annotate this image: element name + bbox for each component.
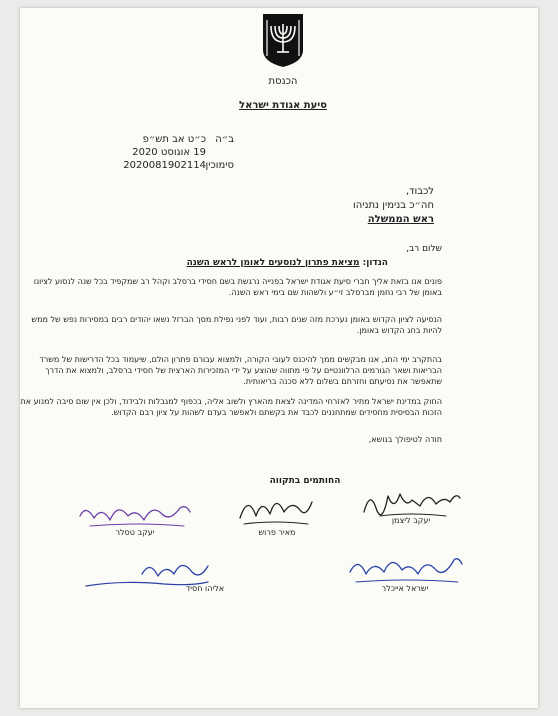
- reference-number: 2020081902114: [123, 160, 206, 171]
- recipient-title: ראש הממשלה: [367, 214, 434, 225]
- signature-name-tesler: יעקב טסלר: [115, 528, 155, 537]
- bh-mark: ב״ה: [215, 134, 234, 145]
- signature-name-eichler: ישראל אייכלר: [381, 584, 429, 593]
- letterhead-faction: סיעת אגודת ישראל: [239, 100, 327, 111]
- subject-line: [28, 258, 388, 269]
- paragraph-1: פונים אנו בזאת אליך חברי סיעת אגודת ישראל בפנייה נרגשת בשם חסידי ברסלב וקהל רב שמקפיד בכל שנה לנסוע לציונו באומן של רבי נחמן מברסלב זי״ע ולשהות שם בימי ראש השנה.: [33, 277, 442, 297]
- letter-page: [20, 8, 538, 708]
- paragraph-3: בהתקרב ימי החג, אנו מבקשים ממך להיכנס לעובי הקורה, ולמצוא עבורם פתרון הולם, שיעמוד בכל הדרישות של משרד הבריאות ושאר הגורמים הרלוונטיים על פי מתווה שהוצע על ידי המזכירות הארצית של חסידי ברסלב, ולמצוא את הדרך שתאפשר את נסיעתם וחזרתם בשלום ללא סכנה בריאותית.: [39, 355, 442, 386]
- signature-name-porush: מאיר פרוש: [258, 528, 296, 537]
- signature-name-hasid: אליהו חסיד: [185, 584, 225, 593]
- closing-line: תודה לטיפולך בנושא,: [368, 435, 442, 444]
- paragraph-4: החוק במדינת ישראל מתיר לאזרחי המדינה לצאת מהארץ ולשוב אליה, בכפוף למגבלות ולבידוד, ולכן אין שום סיבה למנוע את הזכות הבסיסית מחסידים שמתחננים לכבד את בקשתם ולאפשר בעדם לשהות על ציון רבם הקדוש.: [20, 397, 442, 417]
- hebrew-date: כ״ט אב תש״פ: [142, 134, 206, 145]
- signature-eichler: [346, 548, 466, 588]
- subject-label: הנדון:: [362, 258, 388, 268]
- greeting: שלום רב,: [406, 244, 442, 254]
- subject-text: מציאת פתרון לנוסעים לאומן לראש השנה: [186, 258, 360, 268]
- signature-porush: [234, 488, 318, 528]
- signatures-title: החותמים בתקווה: [269, 476, 341, 486]
- reference-label: סימוכין: [205, 160, 234, 171]
- recipient-name: חה״כ בנימין נתניהו: [352, 200, 434, 211]
- letterhead-institution: הכנסת: [268, 76, 298, 87]
- signature-name-litzman: יעקב ליצמן: [391, 516, 431, 525]
- paragraph-2: הנסיעה לציון הקדוש באומן נערכת מזה שנים רבות, ועוד לפני נפילת מסך הברזל נשאו יהודים רבים במסירות נפש של ממש להיות בחג הקדוש באומן.: [31, 315, 442, 335]
- gregorian-date: 19 אוגוסט 2020: [132, 147, 206, 158]
- menorah-emblem-icon: [260, 12, 306, 68]
- recipient-salutation: לכבוד,: [405, 186, 434, 197]
